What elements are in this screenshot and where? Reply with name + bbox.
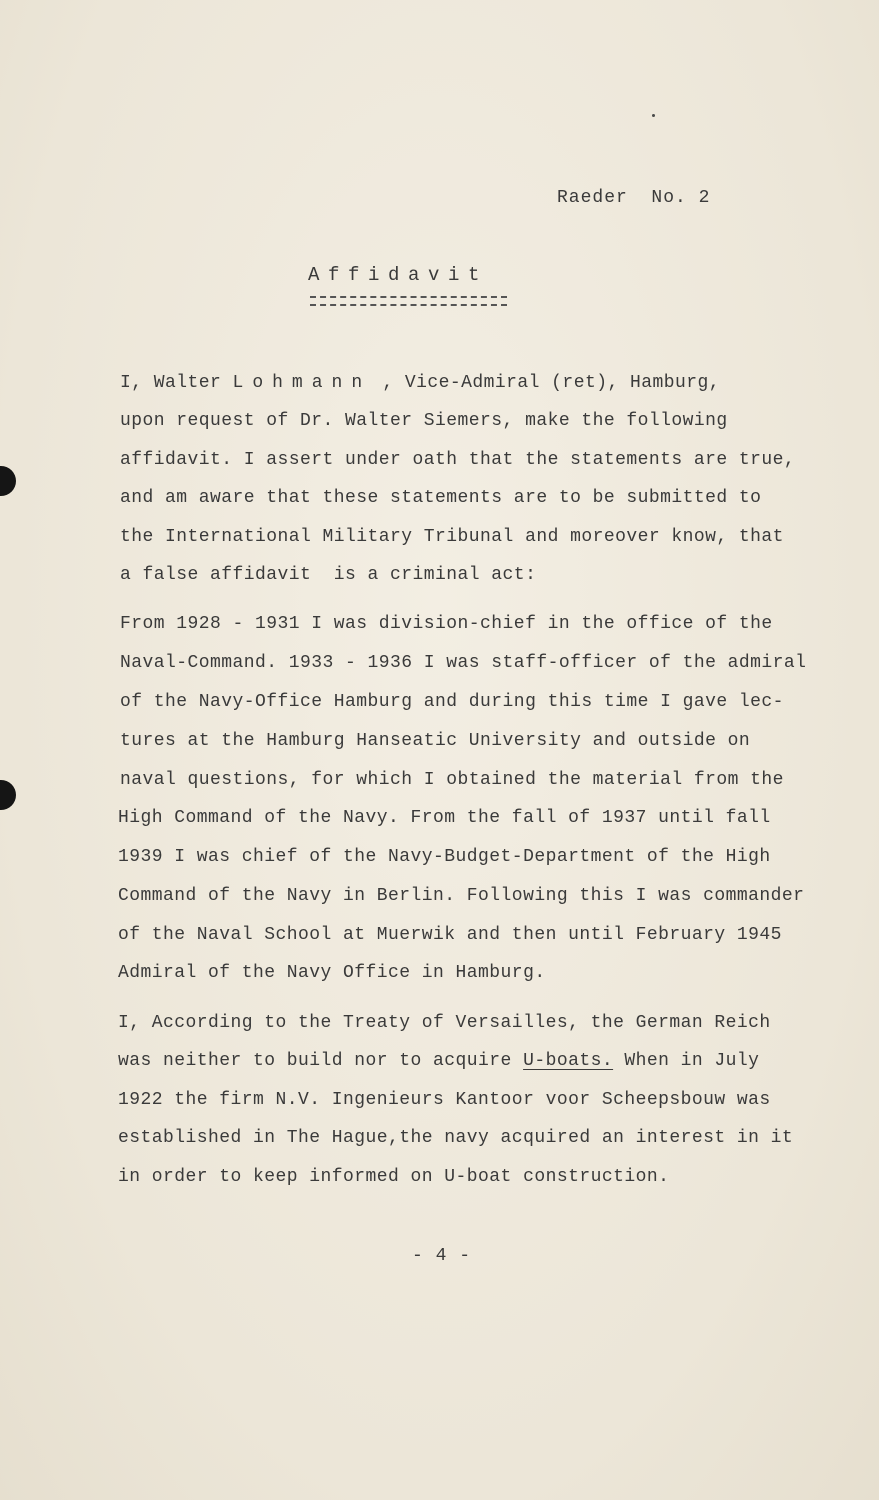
paper-speck	[652, 114, 655, 117]
text-line: naval questions, for which I obtained the material from the	[120, 770, 784, 790]
punch-hole	[0, 780, 16, 810]
text-line: established in The Hague,the navy acquired an interest in it	[118, 1128, 794, 1148]
text-line: High Command of the Navy. From the fall of 1937 until fall	[118, 808, 771, 828]
text-line: affidavit. I assert under oath that the statements are true,	[120, 450, 796, 470]
page-number: - 4 -	[412, 1246, 472, 1266]
text-segment: was neither to build nor to acquire	[118, 1051, 524, 1071]
text-segment: When in July	[613, 1051, 760, 1071]
title-underline	[310, 304, 507, 306]
text-line: Naval-Command. 1933 - 1936 I was staff-officer of the admiral	[120, 653, 807, 673]
text-line: 1922 the firm N.V. Ingenieurs Kantoor voor Scheepsbouw was	[118, 1090, 771, 1110]
text-line: I, According to the Treaty of Versailles, the German Reich	[118, 1013, 771, 1033]
text-line: in order to keep informed on U-boat construction.	[118, 1167, 670, 1187]
text-line: tures at the Hamburg Hanseatic University and outside on	[120, 731, 751, 751]
text-line: 1939 I was chief of the Navy-Budget-Department of the High	[118, 847, 771, 867]
text-line: a false affidavit is a criminal act:	[120, 565, 537, 585]
text-line: of the Naval School at Muerwik and then until February 1945	[118, 925, 782, 945]
text-line: Command of the Navy in Berlin. Following this I was commander	[118, 886, 805, 906]
title-underline	[310, 296, 507, 298]
text-line: of the Navy-Office Hamburg and during this time I gave lec-	[120, 692, 784, 712]
text-line: upon request of Dr. Walter Siemers, make the following	[120, 411, 728, 431]
affiant-name: Lohmann	[232, 373, 372, 393]
text-line: Admiral of the Navy Office in Hamburg.	[118, 963, 546, 983]
text-segment: I, Walter	[120, 373, 233, 393]
text-segment: , Vice-Admiral (ret), Hamburg,	[371, 373, 720, 393]
text-line	[120, 373, 720, 393]
text-line	[118, 1051, 759, 1071]
text-line: and am aware that these statements are to be submitted to	[120, 488, 762, 508]
text-line: the International Military Tribunal and moreover know, that	[120, 527, 784, 547]
document-title: Affidavit	[308, 264, 489, 286]
underlined-term: U-boats.	[523, 1051, 614, 1071]
punch-hole	[0, 466, 16, 496]
text-line: From 1928 - 1931 I was division-chief in the office of the	[120, 614, 773, 634]
document-reference: Raeder No. 2	[557, 188, 711, 208]
